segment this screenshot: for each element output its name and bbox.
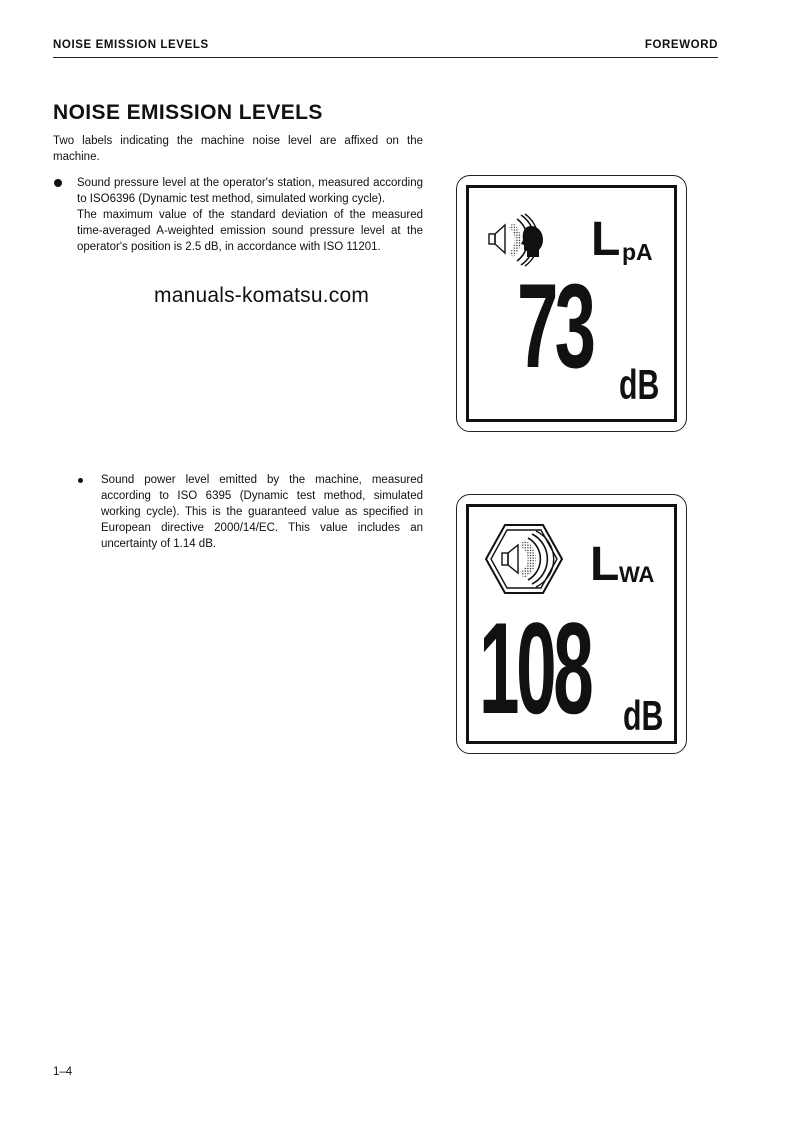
speaker-hexagon-icon <box>485 523 565 595</box>
noise-value: 73 <box>517 259 593 393</box>
noise-value: 108 <box>479 595 591 741</box>
intro-paragraph: Two labels indicating the machine noise level are affixed on the machine. <box>53 135 423 163</box>
bullet-dot <box>78 478 83 483</box>
bullet-sound-power <box>101 472 423 552</box>
label-frame <box>466 185 677 422</box>
page-title: NOISE EMISSION LEVELS <box>53 101 323 124</box>
bullet-text: Sound power level emitted by the machine, measured according to ISO 6395 (Dynamic test method, simulated working cycle). This is the guaranteed value as specified in European directive 2000/14/EC. This value includes an uncertainty of 1.14 dB. <box>101 474 423 550</box>
symbol-subscript: pA <box>622 239 653 265</box>
bullet-dot <box>54 179 62 187</box>
header-section-title: NOISE EMISSION LEVELS <box>53 39 209 51</box>
noise-unit: dB <box>619 361 660 408</box>
noise-label-lwa <box>456 494 687 754</box>
symbol-l: L <box>590 538 620 591</box>
symbol-subscript: WA <box>619 562 655 587</box>
noise-unit: dB <box>623 692 664 739</box>
bullet-text: Sound pressure level at the operator's station, measured according to ISO6396 (Dynamic test method, simulated working cycle). <box>77 177 423 205</box>
watermark: manuals-komatsu.com <box>154 284 370 307</box>
symbol-l: L <box>591 213 621 266</box>
page-header <box>53 39 718 58</box>
noise-label-lpa <box>456 175 687 432</box>
header-chapter: FOREWORD <box>644 39 718 51</box>
bullet-sound-pressure <box>77 175 423 255</box>
page-number: 1–4 <box>53 1066 73 1078</box>
label-frame <box>466 504 677 744</box>
bullet-text-continued: The maximum value of the standard deviation of the measured time-averaged A-weighted emission sound pressure level at the operator's position is 2.5 dB, in accordance with ISO 11201. <box>77 209 423 253</box>
